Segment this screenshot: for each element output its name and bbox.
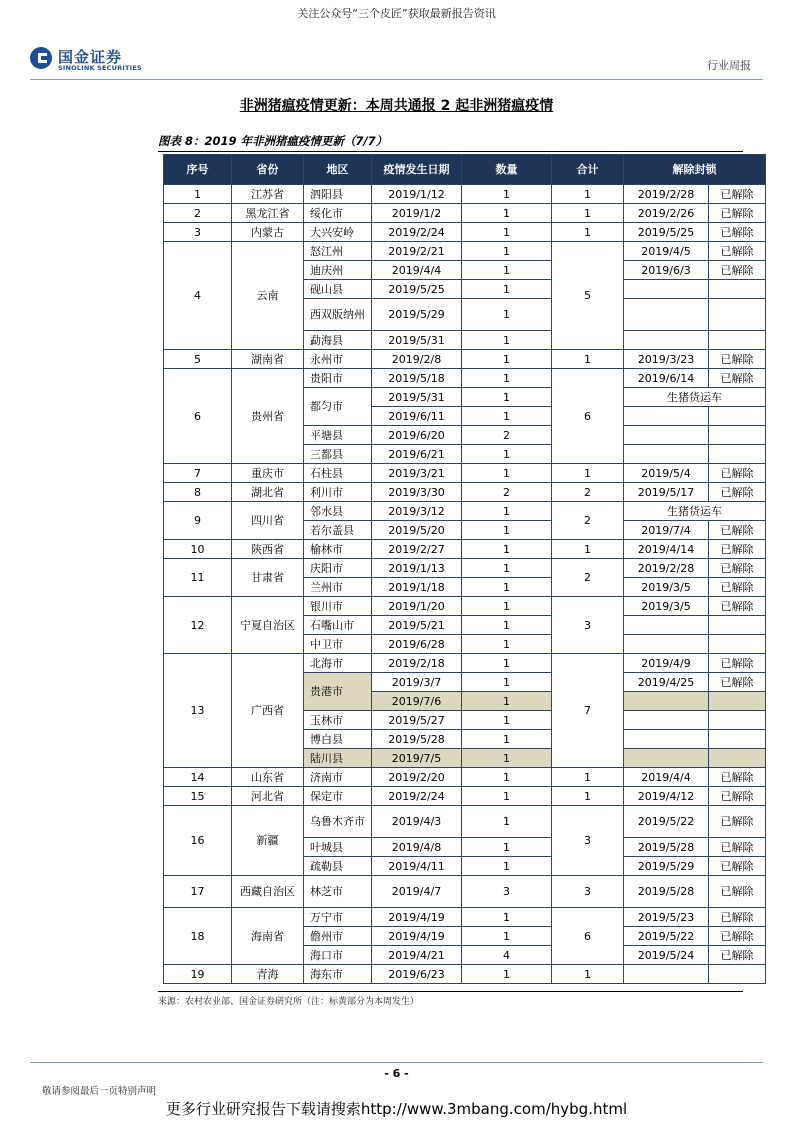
cell-date: 2019/1/13 — [372, 559, 462, 578]
cell-date: 2019/6/21 — [372, 445, 462, 464]
cell-lift-date: 2019/5/28 — [624, 838, 709, 857]
cell-lift-status — [709, 299, 766, 331]
cell-count: 2 — [462, 426, 552, 445]
cell-lift-date: 2019/7/4 — [624, 521, 709, 540]
cell-lift-status: 已解除 — [709, 597, 766, 616]
header-total: 合计 — [552, 155, 624, 185]
cell-date: 2019/1/12 — [372, 185, 462, 204]
cell-total: 1 — [552, 965, 624, 984]
cell-count: 1 — [462, 204, 552, 223]
cell-region: 绥化市 — [304, 204, 372, 223]
cell-lift-date: 2019/4/9 — [624, 654, 709, 673]
cell-count: 1 — [462, 242, 552, 261]
cell-province: 江苏省 — [232, 185, 304, 204]
cell-region: 勐海县 — [304, 331, 372, 350]
cell-lift-status: 已解除 — [709, 946, 766, 965]
table-row — [164, 223, 766, 242]
cell-count: 1 — [462, 730, 552, 749]
cell-lift-date — [624, 331, 709, 350]
asf-outbreak-table — [163, 154, 766, 984]
cell-lift-status: 已解除 — [709, 876, 766, 908]
cell-lift-date: 2019/2/28 — [624, 559, 709, 578]
cell-region: 海口市 — [304, 946, 372, 965]
cell-date: 2019/2/20 — [372, 768, 462, 787]
cell-lift-status: 已解除 — [709, 927, 766, 946]
cell-region: 贵阳市 — [304, 369, 372, 388]
cell-lift-date — [624, 635, 709, 654]
cell-no: 5 — [164, 350, 232, 369]
cell-count: 1 — [462, 299, 552, 331]
cell-count: 1 — [462, 369, 552, 388]
header-count: 数量 — [462, 155, 552, 185]
cell-count: 1 — [462, 540, 552, 559]
cell-count: 1 — [462, 749, 552, 768]
top-note: 关注公众号“三个皮匠”获取最新报告资讯 — [297, 7, 496, 20]
cell-region-highlight: 贵港市 — [304, 673, 372, 711]
cell-count: 1 — [462, 673, 552, 692]
caption-rule — [158, 151, 743, 152]
cell-lift-status — [709, 426, 766, 445]
table-row — [164, 350, 766, 369]
cell-region: 海东市 — [304, 965, 372, 984]
cell-date: 2019/3/12 — [372, 502, 462, 521]
cell-date: 2019/5/27 — [372, 711, 462, 730]
cell-date: 2019/1/2 — [372, 204, 462, 223]
cell-lift-date: 2019/3/5 — [624, 597, 709, 616]
cell-lift-status: 已解除 — [709, 838, 766, 857]
table-row — [164, 965, 766, 984]
cell-no: 8 — [164, 483, 232, 502]
cell-lift-date — [624, 426, 709, 445]
table-row — [164, 464, 766, 483]
cell-count: 1 — [462, 464, 552, 483]
cell-region: 兰州市 — [304, 578, 372, 597]
cell-total: 7 — [552, 654, 624, 768]
cell-lift-date: 2019/4/5 — [624, 242, 709, 261]
cell-region: 榆林市 — [304, 540, 372, 559]
cell-lift-status: 已解除 — [709, 787, 766, 806]
cell-region: 三都县 — [304, 445, 372, 464]
cell-lift-status: 已解除 — [709, 540, 766, 559]
cell-total: 1 — [552, 787, 624, 806]
cell-lift-status: 已解除 — [709, 654, 766, 673]
table-row — [164, 597, 766, 616]
cell-date: 2019/2/8 — [372, 350, 462, 369]
cell-province: 云南 — [232, 242, 304, 350]
cell-date: 2019/4/21 — [372, 946, 462, 965]
document-type: 行业周报 — [707, 59, 751, 72]
cell-region: 玉林市 — [304, 711, 372, 730]
cell-region: 石柱县 — [304, 464, 372, 483]
cell-lift-status — [709, 749, 766, 768]
cell-date: 2019/4/19 — [372, 927, 462, 946]
table-row — [164, 559, 766, 578]
cell-count: 1 — [462, 185, 552, 204]
table-row — [164, 787, 766, 806]
cell-lift-date — [624, 407, 709, 426]
table-row — [164, 908, 766, 927]
cell-lift-note: 生猪货运车 — [624, 502, 766, 521]
cell-lift-status: 已解除 — [709, 483, 766, 502]
section-title — [0, 95, 793, 115]
cell-count: 1 — [462, 787, 552, 806]
footer-link[interactable]: 更多行业研究报告下载请搜索http://www.3mbang.com/hybg.html — [165, 1100, 628, 1118]
cell-lift-status — [709, 407, 766, 426]
cell-lift-date — [624, 445, 709, 464]
cell-count: 1 — [462, 927, 552, 946]
cell-lift-status: 已解除 — [709, 578, 766, 597]
cell-province: 广西省 — [232, 654, 304, 768]
cell-lift-status: 已解除 — [709, 242, 766, 261]
cell-no: 6 — [164, 369, 232, 464]
cell-date: 2019/5/21 — [372, 616, 462, 635]
cell-count: 1 — [462, 768, 552, 787]
cell-count: 1 — [462, 654, 552, 673]
cell-count: 2 — [462, 483, 552, 502]
disclaimer: 敬请参阅最后一页特别声明 — [42, 1086, 157, 1097]
cell-region: 永州市 — [304, 350, 372, 369]
cell-count: 1 — [462, 407, 552, 426]
cell-lift-status: 已解除 — [709, 768, 766, 787]
cell-province: 新疆 — [232, 806, 304, 876]
cell-no: 19 — [164, 965, 232, 984]
cell-date: 2019/5/25 — [372, 280, 462, 299]
table-row — [164, 185, 766, 204]
cell-lift-status — [709, 730, 766, 749]
cell-lift-status: 已解除 — [709, 261, 766, 280]
cell-date: 2019/2/24 — [372, 223, 462, 242]
cell-province: 内蒙古 — [232, 223, 304, 242]
cell-region: 西双版纳州 — [304, 299, 372, 331]
cell-lift-status: 已解除 — [709, 185, 766, 204]
cell-count: 4 — [462, 946, 552, 965]
section-title-text: 非洲猪瘟疫情更新：本周共通报 2 起非洲猪瘟疫情 — [239, 98, 554, 114]
cell-region: 迪庆州 — [304, 261, 372, 280]
cell-region: 都匀市 — [304, 388, 372, 426]
cell-region: 银川市 — [304, 597, 372, 616]
cell-count: 1 — [462, 857, 552, 876]
cell-lift-date: 2019/4/4 — [624, 768, 709, 787]
cell-count: 3 — [462, 876, 552, 908]
cell-count: 1 — [462, 908, 552, 927]
cell-lift-status: 已解除 — [709, 673, 766, 692]
table-row — [164, 540, 766, 559]
cell-no: 12 — [164, 597, 232, 654]
cell-province: 青海 — [232, 965, 304, 984]
cell-lift-status — [709, 965, 766, 984]
cell-lift-date — [624, 692, 709, 711]
cell-region: 砚山县 — [304, 280, 372, 299]
cell-count: 1 — [462, 502, 552, 521]
cell-date: 2019/6/23 — [372, 965, 462, 984]
cell-no: 18 — [164, 908, 232, 965]
cell-lift-status: 已解除 — [709, 204, 766, 223]
cell-province: 贵州省 — [232, 369, 304, 464]
cell-count: 1 — [462, 350, 552, 369]
cell-lift-status: 已解除 — [709, 369, 766, 388]
source-rule — [158, 991, 743, 992]
cell-total: 1 — [552, 185, 624, 204]
cell-region: 石嘴山市 — [304, 616, 372, 635]
cell-total: 2 — [552, 559, 624, 597]
table-header-row — [164, 155, 766, 185]
table-row — [164, 483, 766, 502]
cell-date: 2019/4/8 — [372, 838, 462, 857]
cell-lift-date: 2019/5/22 — [624, 927, 709, 946]
logo-name-en: SINOLINK SECURITIES — [58, 64, 142, 72]
cell-region: 若尔盖县 — [304, 521, 372, 540]
cell-lift-date: 2019/3/23 — [624, 350, 709, 369]
cell-region: 博白县 — [304, 730, 372, 749]
cell-lift-date — [624, 299, 709, 331]
cell-province: 湖南省 — [232, 350, 304, 369]
cell-date: 2019/5/31 — [372, 388, 462, 407]
page-number: - 6 - — [384, 1067, 409, 1080]
cell-province: 湖北省 — [232, 483, 304, 502]
cell-lift-date: 2019/5/4 — [624, 464, 709, 483]
cell-count: 1 — [462, 331, 552, 350]
header-lift: 解除封锁 — [624, 155, 766, 185]
cell-lift-status — [709, 692, 766, 711]
cell-lift-status — [709, 331, 766, 350]
table-row — [164, 204, 766, 223]
cell-no: 11 — [164, 559, 232, 597]
cell-province: 山东省 — [232, 768, 304, 787]
logo-icon — [30, 47, 52, 69]
table-row — [164, 806, 766, 838]
cell-total: 1 — [552, 464, 624, 483]
cell-total: 1 — [552, 540, 624, 559]
cell-lift-date: 2019/5/28 — [624, 876, 709, 908]
cell-region: 济南市 — [304, 768, 372, 787]
cell-region: 叶城县 — [304, 838, 372, 857]
cell-no: 15 — [164, 787, 232, 806]
cell-total: 3 — [552, 597, 624, 654]
cell-region: 怒江州 — [304, 242, 372, 261]
cell-total: 5 — [552, 242, 624, 350]
table-row — [164, 242, 766, 261]
cell-count: 1 — [462, 521, 552, 540]
cell-lift-status — [709, 445, 766, 464]
cell-total: 1 — [552, 204, 624, 223]
cell-lift-status: 已解除 — [709, 223, 766, 242]
cell-lift-date — [624, 965, 709, 984]
cell-count: 1 — [462, 597, 552, 616]
cell-province: 甘肃省 — [232, 559, 304, 597]
cell-count: 1 — [462, 806, 552, 838]
cell-count: 1 — [462, 223, 552, 242]
cell-date: 2019/2/24 — [372, 787, 462, 806]
cell-province: 海南省 — [232, 908, 304, 965]
cell-date: 2019/6/28 — [372, 635, 462, 654]
cell-lift-date: 2019/5/25 — [624, 223, 709, 242]
header-no: 序号 — [164, 155, 232, 185]
cell-lift-date — [624, 730, 709, 749]
table-row — [164, 502, 766, 521]
table-row — [164, 654, 766, 673]
cell-lift-date: 2019/5/23 — [624, 908, 709, 927]
cell-lift-status — [709, 616, 766, 635]
table-row — [164, 876, 766, 908]
cell-no: 1 — [164, 185, 232, 204]
company-logo — [30, 45, 180, 75]
cell-lift-status: 已解除 — [709, 521, 766, 540]
cell-date: 2019/4/11 — [372, 857, 462, 876]
cell-date: 2019/4/4 — [372, 261, 462, 280]
cell-no: 10 — [164, 540, 232, 559]
cell-lift-date — [624, 749, 709, 768]
cell-date: 2019/3/7 — [372, 673, 462, 692]
cell-date: 2019/4/7 — [372, 876, 462, 908]
cell-lift-note: 生猪货运车 — [624, 388, 766, 407]
cell-lift-status: 已解除 — [709, 559, 766, 578]
cell-lift-date: 2019/2/26 — [624, 204, 709, 223]
cell-date: 2019/5/28 — [372, 730, 462, 749]
cell-date: 2019/1/20 — [372, 597, 462, 616]
cell-lift-status: 已解除 — [709, 350, 766, 369]
cell-province: 宁夏自治区 — [232, 597, 304, 654]
cell-region: 北海市 — [304, 654, 372, 673]
cell-region: 中卫市 — [304, 635, 372, 654]
cell-province: 河北省 — [232, 787, 304, 806]
cell-no: 7 — [164, 464, 232, 483]
cell-count: 1 — [462, 838, 552, 857]
cell-lift-date: 2019/4/12 — [624, 787, 709, 806]
cell-no: 17 — [164, 876, 232, 908]
cell-lift-date: 2019/6/3 — [624, 261, 709, 280]
cell-region: 利川市 — [304, 483, 372, 502]
table-row — [164, 369, 766, 388]
cell-count: 1 — [462, 388, 552, 407]
cell-region: 泗阳县 — [304, 185, 372, 204]
cell-region: 邻水县 — [304, 502, 372, 521]
cell-date: 2019/6/20 — [372, 426, 462, 445]
table-source: 来源：农村农业部、国金证券研究所（注：标黄部分为本周发生） — [158, 997, 420, 1007]
cell-lift-date: 2019/4/14 — [624, 540, 709, 559]
cell-count: 1 — [462, 711, 552, 730]
footer-divider — [30, 1062, 763, 1063]
cell-date: 2019/2/27 — [372, 540, 462, 559]
cell-no: 9 — [164, 502, 232, 540]
cell-lift-status: 已解除 — [709, 806, 766, 838]
cell-date: 2019/2/21 — [372, 242, 462, 261]
cell-date: 2019/1/18 — [372, 578, 462, 597]
cell-lift-date: 2019/6/14 — [624, 369, 709, 388]
cell-lift-status — [709, 280, 766, 299]
cell-date: 2019/7/5 — [372, 749, 462, 768]
cell-lift-date — [624, 711, 709, 730]
cell-date: 2019/2/18 — [372, 654, 462, 673]
cell-province: 四川省 — [232, 502, 304, 540]
cell-total: 3 — [552, 806, 624, 876]
cell-count: 1 — [462, 261, 552, 280]
header-divider — [30, 79, 763, 80]
cell-region: 万宁市 — [304, 908, 372, 927]
cell-no: 13 — [164, 654, 232, 768]
cell-count: 1 — [462, 635, 552, 654]
cell-date: 2019/3/30 — [372, 483, 462, 502]
cell-total: 6 — [552, 369, 624, 464]
table-caption: 图表 8：2019 年非洲猪瘟疫情更新（7/7） — [158, 134, 388, 148]
header-date: 疫情发生日期 — [372, 155, 462, 185]
cell-count: 1 — [462, 692, 552, 711]
cell-no: 14 — [164, 768, 232, 787]
cell-total: 1 — [552, 350, 624, 369]
cell-date: 2019/5/20 — [372, 521, 462, 540]
cell-date: 2019/4/3 — [372, 806, 462, 838]
cell-total: 1 — [552, 223, 624, 242]
cell-count: 1 — [462, 280, 552, 299]
cell-lift-date: 2019/5/22 — [624, 806, 709, 838]
cell-date: 2019/5/31 — [372, 331, 462, 350]
cell-no: 2 — [164, 204, 232, 223]
cell-lift-status — [709, 635, 766, 654]
cell-region: 庆阳市 — [304, 559, 372, 578]
cell-no: 16 — [164, 806, 232, 876]
header-province: 省份 — [232, 155, 304, 185]
cell-region: 平塘县 — [304, 426, 372, 445]
cell-lift-date: 2019/2/28 — [624, 185, 709, 204]
cell-region: 疏勒县 — [304, 857, 372, 876]
cell-total: 1 — [552, 768, 624, 787]
cell-lift-status: 已解除 — [709, 908, 766, 927]
cell-lift-date: 2019/5/29 — [624, 857, 709, 876]
cell-province: 黑龙江省 — [232, 204, 304, 223]
cell-province: 西藏自治区 — [232, 876, 304, 908]
cell-total: 3 — [552, 876, 624, 908]
cell-count: 1 — [462, 578, 552, 597]
cell-date: 2019/7/6 — [372, 692, 462, 711]
cell-lift-status — [709, 711, 766, 730]
cell-total: 6 — [552, 908, 624, 965]
cell-region: 林芝市 — [304, 876, 372, 908]
cell-lift-date: 2019/3/5 — [624, 578, 709, 597]
cell-no: 3 — [164, 223, 232, 242]
cell-count: 1 — [462, 965, 552, 984]
cell-lift-date: 2019/5/24 — [624, 946, 709, 965]
cell-province: 重庆市 — [232, 464, 304, 483]
cell-lift-status: 已解除 — [709, 464, 766, 483]
cell-lift-date — [624, 616, 709, 635]
cell-region: 保定市 — [304, 787, 372, 806]
table-row — [164, 768, 766, 787]
cell-region: 陆川县 — [304, 749, 372, 768]
cell-region: 儋州市 — [304, 927, 372, 946]
cell-total: 2 — [552, 483, 624, 502]
cell-count: 1 — [462, 616, 552, 635]
cell-total: 2 — [552, 502, 624, 540]
cell-lift-date: 2019/5/17 — [624, 483, 709, 502]
cell-date: 2019/4/19 — [372, 908, 462, 927]
cell-count: 1 — [462, 445, 552, 464]
cell-lift-date — [624, 280, 709, 299]
header-region: 地区 — [304, 155, 372, 185]
cell-date: 2019/6/11 — [372, 407, 462, 426]
cell-province: 陕西省 — [232, 540, 304, 559]
cell-date: 2019/3/21 — [372, 464, 462, 483]
cell-lift-date: 2019/4/25 — [624, 673, 709, 692]
cell-no: 4 — [164, 242, 232, 350]
cell-count: 1 — [462, 559, 552, 578]
logo-name-cn: 国金证券 — [58, 48, 123, 66]
cell-region: 大兴安岭 — [304, 223, 372, 242]
cell-lift-status: 已解除 — [709, 857, 766, 876]
cell-date: 2019/5/18 — [372, 369, 462, 388]
cell-date: 2019/5/29 — [372, 299, 462, 331]
cell-region: 乌鲁木齐市 — [304, 806, 372, 838]
